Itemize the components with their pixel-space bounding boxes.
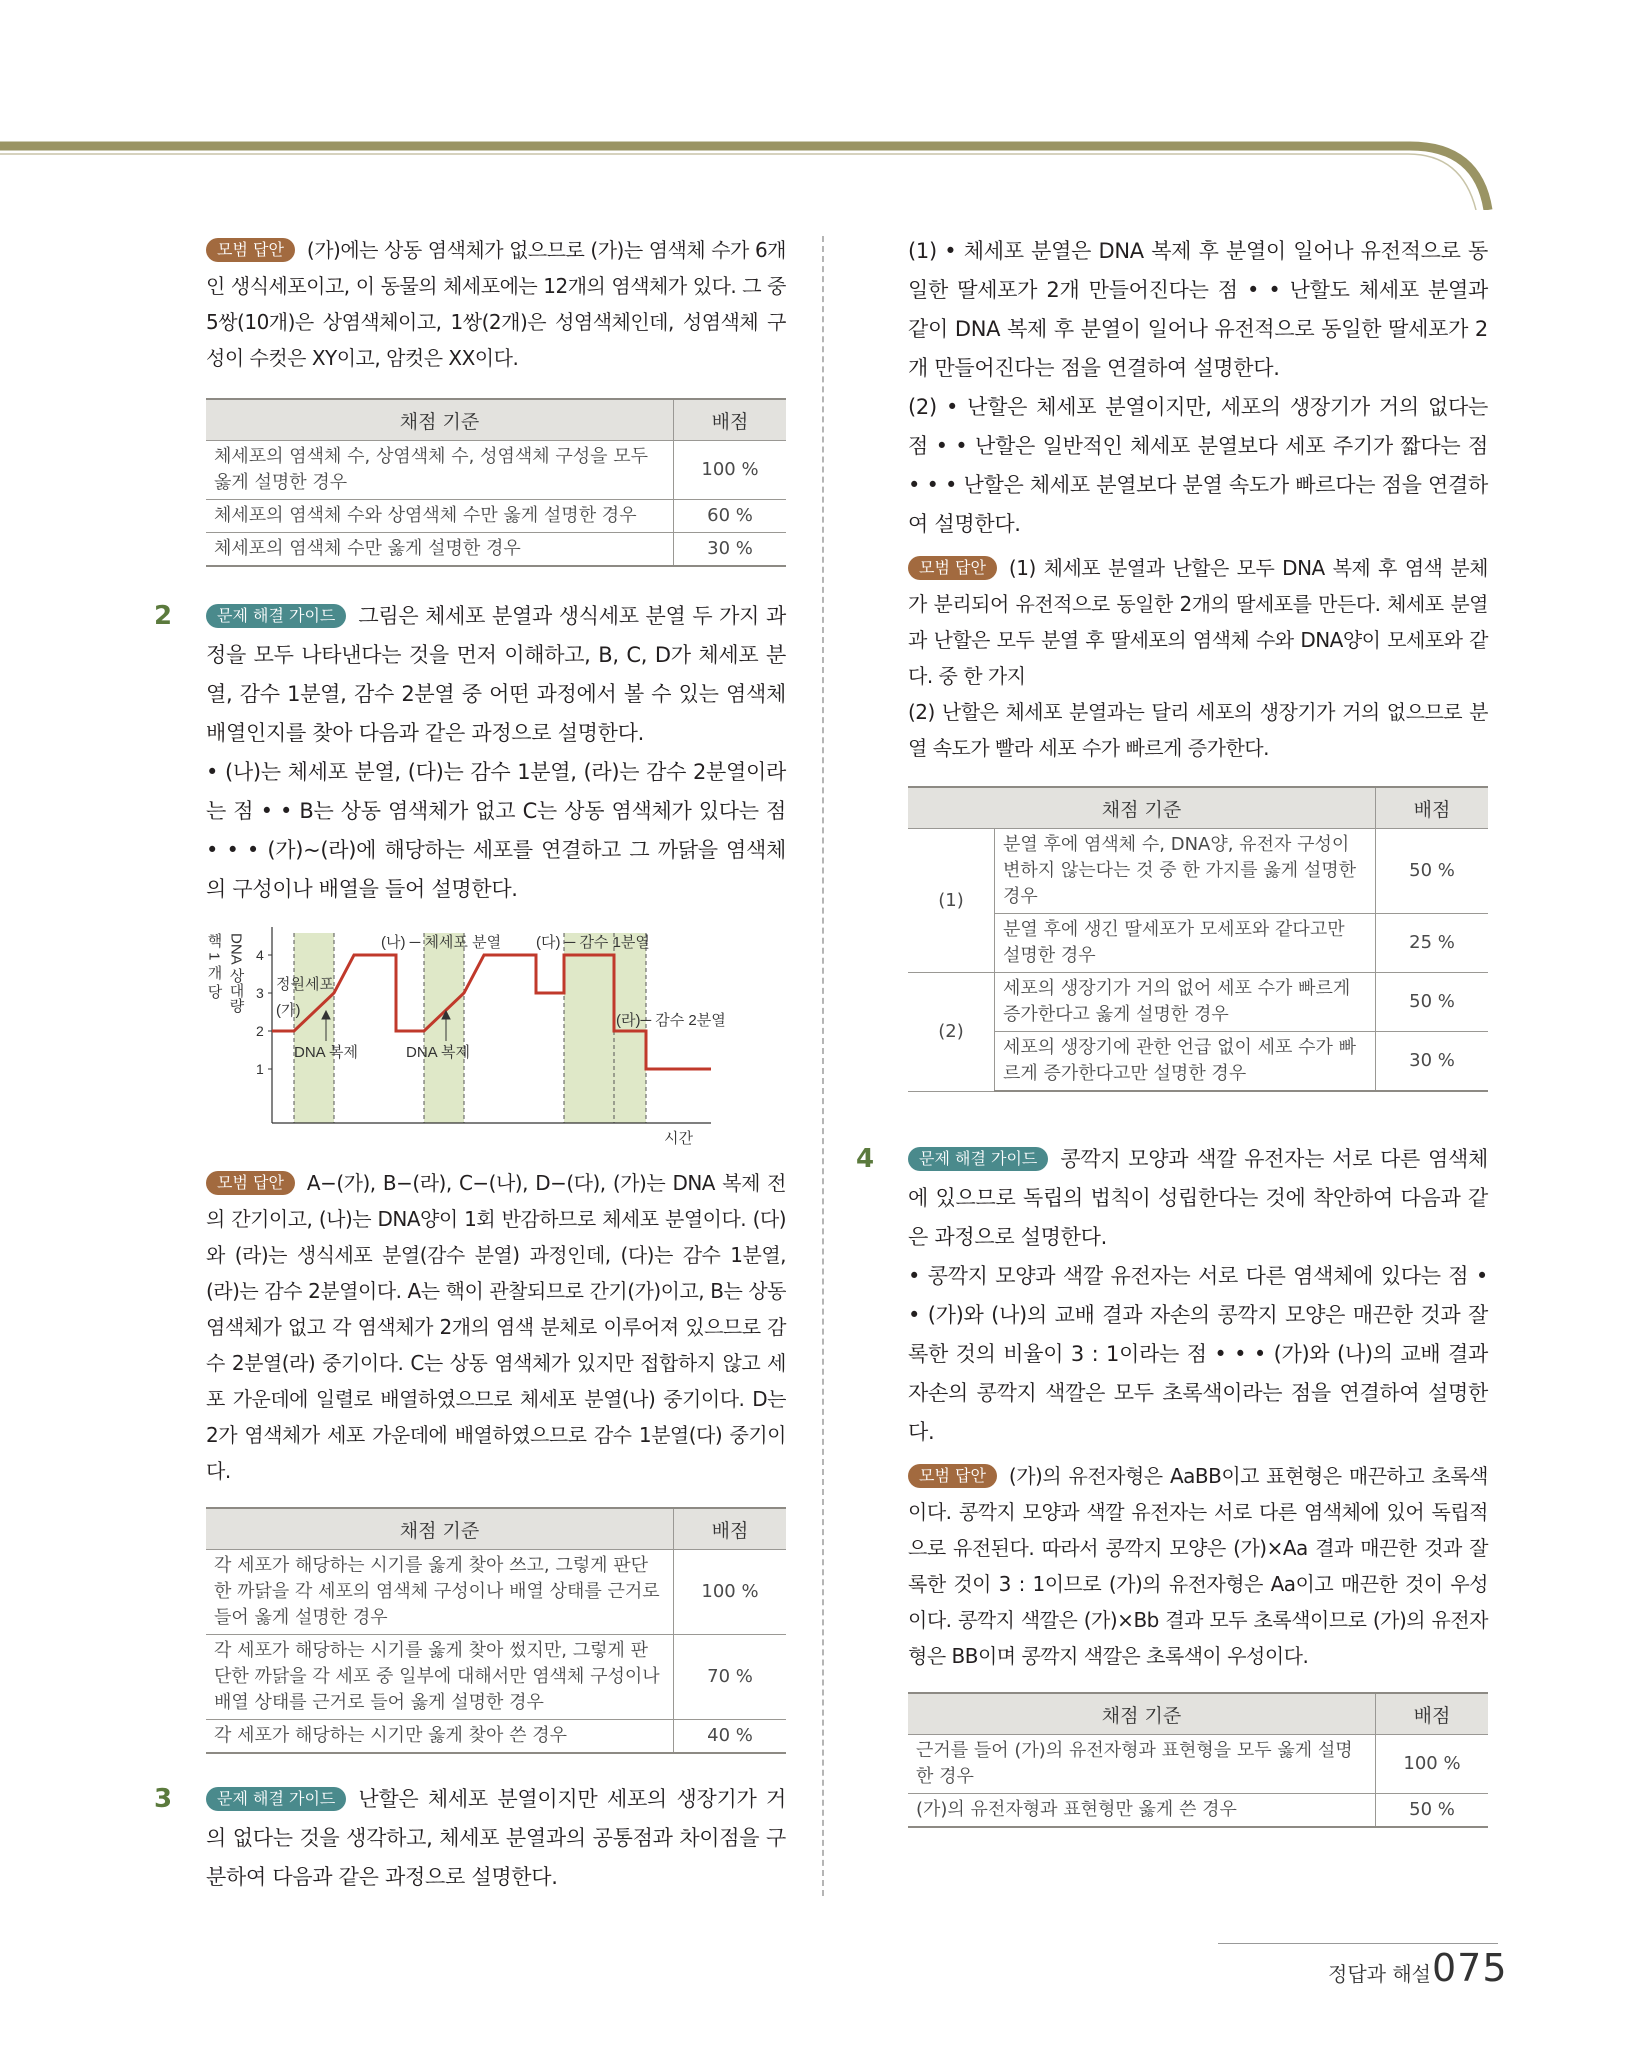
y-axis-label-2: DNA 상대량 [227, 933, 245, 1014]
table-group-label: (1) [908, 829, 995, 973]
y-tick: 4 [256, 947, 264, 963]
question-number: 2 [154, 601, 173, 631]
table-cell: 체세포의 염색체 수, 상염색체 수, 성염색체 구성을 모두 옳게 설명한 경우 [206, 441, 674, 500]
table-cell: 100 % [1376, 1735, 1489, 1794]
score-table-4 [908, 1692, 1488, 1828]
table-cell: 30 % [1376, 1032, 1489, 1092]
table-row [206, 533, 786, 567]
q4-answer [908, 1458, 1488, 1674]
label-ra: (라)─ 감수 2분열 [616, 1012, 726, 1029]
score-table-2 [206, 1507, 786, 1754]
answer-tag: 모범 답안 [908, 1464, 997, 1488]
table-cell: 50 % [1376, 1794, 1489, 1828]
y-tick: 1 [256, 1061, 264, 1077]
footer-rule [1218, 1943, 1498, 1944]
q3-answer-text-1: (1) 체세포 분열과 난할은 모두 DNA 복제 후 염색 분체가 분리되어 유전적으로 동일한 2개의 딸세포를 만든다. 체세포 분열과 난할은 모두 분열 후 딸세포의 염색체 수와 DNA양이 모세포와 같다. 중 한 가지 [908, 556, 1488, 688]
table-header-points: 배점 [1376, 787, 1489, 829]
q1-answer [206, 232, 786, 376]
column-divider [822, 236, 824, 1896]
y-axis-label-1: 핵 1 개 당 [206, 933, 223, 999]
label-na: (나) ─ 체세포 분열 [381, 934, 502, 951]
table-row [206, 1550, 786, 1635]
y-tick: 3 [256, 985, 264, 1001]
table-cell: (가)의 유전자형과 표현형만 옳게 쓴 경우 [908, 1794, 1376, 1828]
question-number: 3 [154, 1784, 173, 1814]
table-cell: 60 % [674, 500, 787, 533]
answer-tag: 모범 답안 [206, 238, 295, 262]
table-cell: 체세포의 염색체 수와 상염색체 수만 옳게 설명한 경우 [206, 500, 674, 533]
table-cell: 세포의 생장기에 관한 언급 없이 세포 수가 빠르게 증가한다고만 설명한 경우 [995, 1032, 1376, 1092]
table-cell: 50 % [1376, 973, 1489, 1032]
q3-answer [908, 550, 1488, 766]
table-cell: 50 % [1376, 829, 1489, 914]
q2-steps: • (나)는 체세포 분열, (다)는 감수 1분열, (라)는 감수 2분열이라는 점 • • B는 상동 염색체가 없고 C는 상동 염색체가 있다는 점 • • • (가)~(라)에 해당하는 세포를 연결하고 그 까닭을 염색체의 구성이나 배열을 들어 설명한다. [206, 760, 786, 901]
question-number: 4 [856, 1144, 875, 1174]
table-row [908, 1735, 1488, 1794]
table-header-points: 배점 [674, 399, 787, 441]
label-origin: 정원세포 [276, 976, 334, 993]
question-3 [154, 1780, 786, 1897]
table-header-criteria: 채점 기준 [206, 1508, 674, 1550]
guide-tag: 문제 해결 가이드 [206, 1787, 346, 1811]
label-dna-copy-1: DNA 복제 [294, 1044, 358, 1061]
guide-tag: 문제 해결 가이드 [908, 1147, 1048, 1171]
table-row [908, 829, 1488, 914]
x-axis-label: 시간 [664, 1130, 693, 1147]
q2-answer [206, 1165, 786, 1489]
table-header-criteria: 채점 기준 [206, 399, 674, 441]
table-cell: 25 % [1376, 914, 1489, 973]
q4-steps: • 콩깍지 모양과 색깔 유전자는 서로 다른 염색체에 있다는 점 • • (가)와 (나)의 교배 결과 자손의 콩깍지 모양은 매끈한 것과 잘록한 것의 비율이 3 : 1이라는 점 • • • (가)와 (나)의 교배 결과 자손의 콩깍지 색깔은 모두 초록색이라는 점을 연결하여 설명한다. [908, 1264, 1488, 1444]
table-row [206, 441, 786, 500]
q1-answer-text: (가)에는 상동 염색체가 없으므로 (가)는 염색체 수가 6개인 생식세포이고, 이 동물의 체세포에는 12개의 염색체가 있다. 그 중 5쌍(10개)은 상염색체이고, 1쌍(2개)은 성염색체인데, 성염색체 구성이 수컷은 XY이고, 암컷은 XX이다. [206, 238, 786, 370]
table-cell: 분열 후에 염색체 수, DNA양, 유전자 구성이 변하지 않는다는 것 중 한 가지를 옳게 설명한 경우 [995, 829, 1376, 914]
question-4 [856, 1140, 1488, 1452]
table-cell: 각 세포가 해당하는 시기를 옳게 찾아 쓰고, 그렇게 판단한 까닭을 각 세포의 염색체 구성이나 배열 상태를 근거로 들어 옳게 설명한 경우 [206, 1550, 674, 1635]
table-cell: 세포의 생장기가 거의 없어 세포 수가 빠르게 증가한다고 옳게 설명한 경우 [995, 973, 1376, 1032]
label-ga: (가) [276, 1002, 301, 1019]
guide-tag: 문제 해결 가이드 [206, 604, 346, 628]
table-row [908, 973, 1488, 1032]
table-cell: 40 % [674, 1720, 787, 1754]
graph-band [564, 933, 614, 1123]
table-row [206, 1720, 786, 1754]
right-column [856, 232, 1488, 1828]
q2-guide-text: 그림은 체세포 분열과 생식세포 분열 두 가지 과정을 모두 나타낸다는 것을 먼저 이해하고, B, C, D가 체세포 분열, 감수 1분열, 감수 2분열 중 어떤 과정에서 볼 수 있는 염색체 배열인지를 찾아 다음과 같은 과정으로 설명한다. [206, 604, 786, 745]
table-header-points: 배점 [674, 1508, 787, 1550]
table-row [206, 1635, 786, 1720]
table-cell: 체세포의 염색체 수만 옳게 설명한 경우 [206, 533, 674, 567]
q4-guide-text: 콩깍지 모양과 색깔 유전자는 서로 다른 염색체에 있으므로 독립의 법칙이 성립한다는 것에 착안하여 다음과 같은 과정으로 설명한다. [908, 1147, 1488, 1249]
graph-band [294, 933, 334, 1123]
q3-steps-1: (1) • 체세포 분열은 DNA 복제 후 분열이 일어나 유전적으로 동일한 딸세포가 2개 만들어진다는 점 • • 난할도 체세포 분열과 같이 DNA 복제 후 분열이 일어나 유전적으로 동일한 딸세포가 2개 만들어진다는 점을 연결하여 설명한다. [908, 239, 1488, 380]
q4-answer-text: (가)의 유전자형은 AaBB이고 표현형은 매끈하고 초록색이다. 콩깍지 모양과 색깔 유전자는 서로 다른 염색체에 있어 독립적으로 유전된다. 따라서 콩깍지 모양은 (가)×Aa 결과 매끈한 것과 잘록한 것이 3 : 1이므로 (가)의 유전자형은 Aa이고 매끈한 것이 우성이다. 콩깍지 색깔은 (가)×Bb 결과 모두 초록색이므로 (가)의 유전자형은 BB이며 콩깍지 색깔은 초록색이 우성이다. [908, 1464, 1488, 1668]
footer-label: 정답과 해설 [1328, 1962, 1431, 1986]
table-cell: 100 % [674, 441, 787, 500]
table-header-criteria: 채점 기준 [908, 1693, 1376, 1735]
label-da: (다) ─ 감수 1분열 [536, 934, 650, 951]
q3-guide-text: 난할은 체세포 분열이지만 세포의 생장기가 거의 없다는 것을 생각하고, 체세포 분열과의 공통점과 차이점을 구분하여 다음과 같은 과정으로 설명한다. [206, 1787, 786, 1889]
table-cell: 분열 후에 생긴 딸세포가 모세포와 같다고만 설명한 경우 [995, 914, 1376, 973]
table-cell: 근거를 들어 (가)의 유전자형과 표현형을 모두 옳게 설명한 경우 [908, 1735, 1376, 1794]
table-row [908, 914, 1488, 973]
left-column [154, 232, 786, 1897]
header-rule [0, 0, 1630, 210]
score-table-3 [908, 786, 1488, 1092]
table-cell: 100 % [674, 1550, 787, 1635]
table-cell: 각 세포가 해당하는 시기를 옳게 찾아 썼지만, 그렇게 판단한 까닭을 각 세포 중 일부에 대해서만 염색체 구성이나 배열 상태를 근거로 들어 옳게 설명한 경우 [206, 1635, 674, 1720]
answer-tag: 모범 답안 [206, 1171, 295, 1195]
table-header-points: 배점 [1376, 1693, 1489, 1735]
table-cell: 각 세포가 해당하는 시기만 옳게 찾아 쓴 경우 [206, 1720, 674, 1754]
table-row [908, 1032, 1488, 1092]
page-number: 075 [1432, 1946, 1508, 1990]
table-header-criteria: 채점 기준 [908, 787, 1376, 829]
dna-amount-graph [206, 917, 766, 1149]
y-tick: 2 [256, 1023, 264, 1039]
table-row [908, 1794, 1488, 1828]
q2-answer-text: A−(가), B−(라), C−(나), D−(다), (가)는 DNA 복제 전의 간기이고, (나)는 DNA양이 1회 반감하므로 체세포 분열이다. (다)와 (라)는 생식세포 분열(감수 분열) 과정인데, (다)는 감수 1분열, (라)는 감수 2분열이다. A는 핵이 관찰되므로 간기(가)이고, B는 상동 염색체가 없고 각 염색체가 2개의 염색 분체로 이루어져 있으므로 감수 2분열(라) 중기이다. C는 상동 염색체가 있지만 접합하지 않고 세포 가운데에 일렬로 배열하였으므로 체세포 분열(나) 중기이다. D는 2가 염색체가 세포 가운데에 배열하였으므로 감수 1분열(다) 중기이다. [206, 1171, 786, 1483]
q3-answer-text-2: (2) 난할은 체세포 분열과는 달리 세포의 생장기가 거의 없으므로 분열 속도가 빨라 세포 수가 빠르게 증가한다. [908, 700, 1488, 760]
q3-steps-2: (2) • 난할은 체세포 분열이지만, 세포의 생장기가 거의 없다는 점 • • 난할은 일반적인 체세포 분열보다 세포 주기가 짧다는 점 • • • 난할은 체세포 분열보다 분열 속도가 빠르다는 점을 연결하여 설명한다. [908, 395, 1488, 536]
table-cell: 30 % [674, 533, 787, 567]
score-table-1 [206, 398, 786, 567]
answer-tag: 모범 답안 [908, 556, 997, 580]
table-row [206, 500, 786, 533]
table-cell: 70 % [674, 1635, 787, 1720]
graph-band [424, 933, 464, 1123]
label-dna-copy-2: DNA 복제 [406, 1044, 470, 1061]
question-2 [154, 597, 786, 909]
table-group-label: (2) [908, 973, 995, 1092]
